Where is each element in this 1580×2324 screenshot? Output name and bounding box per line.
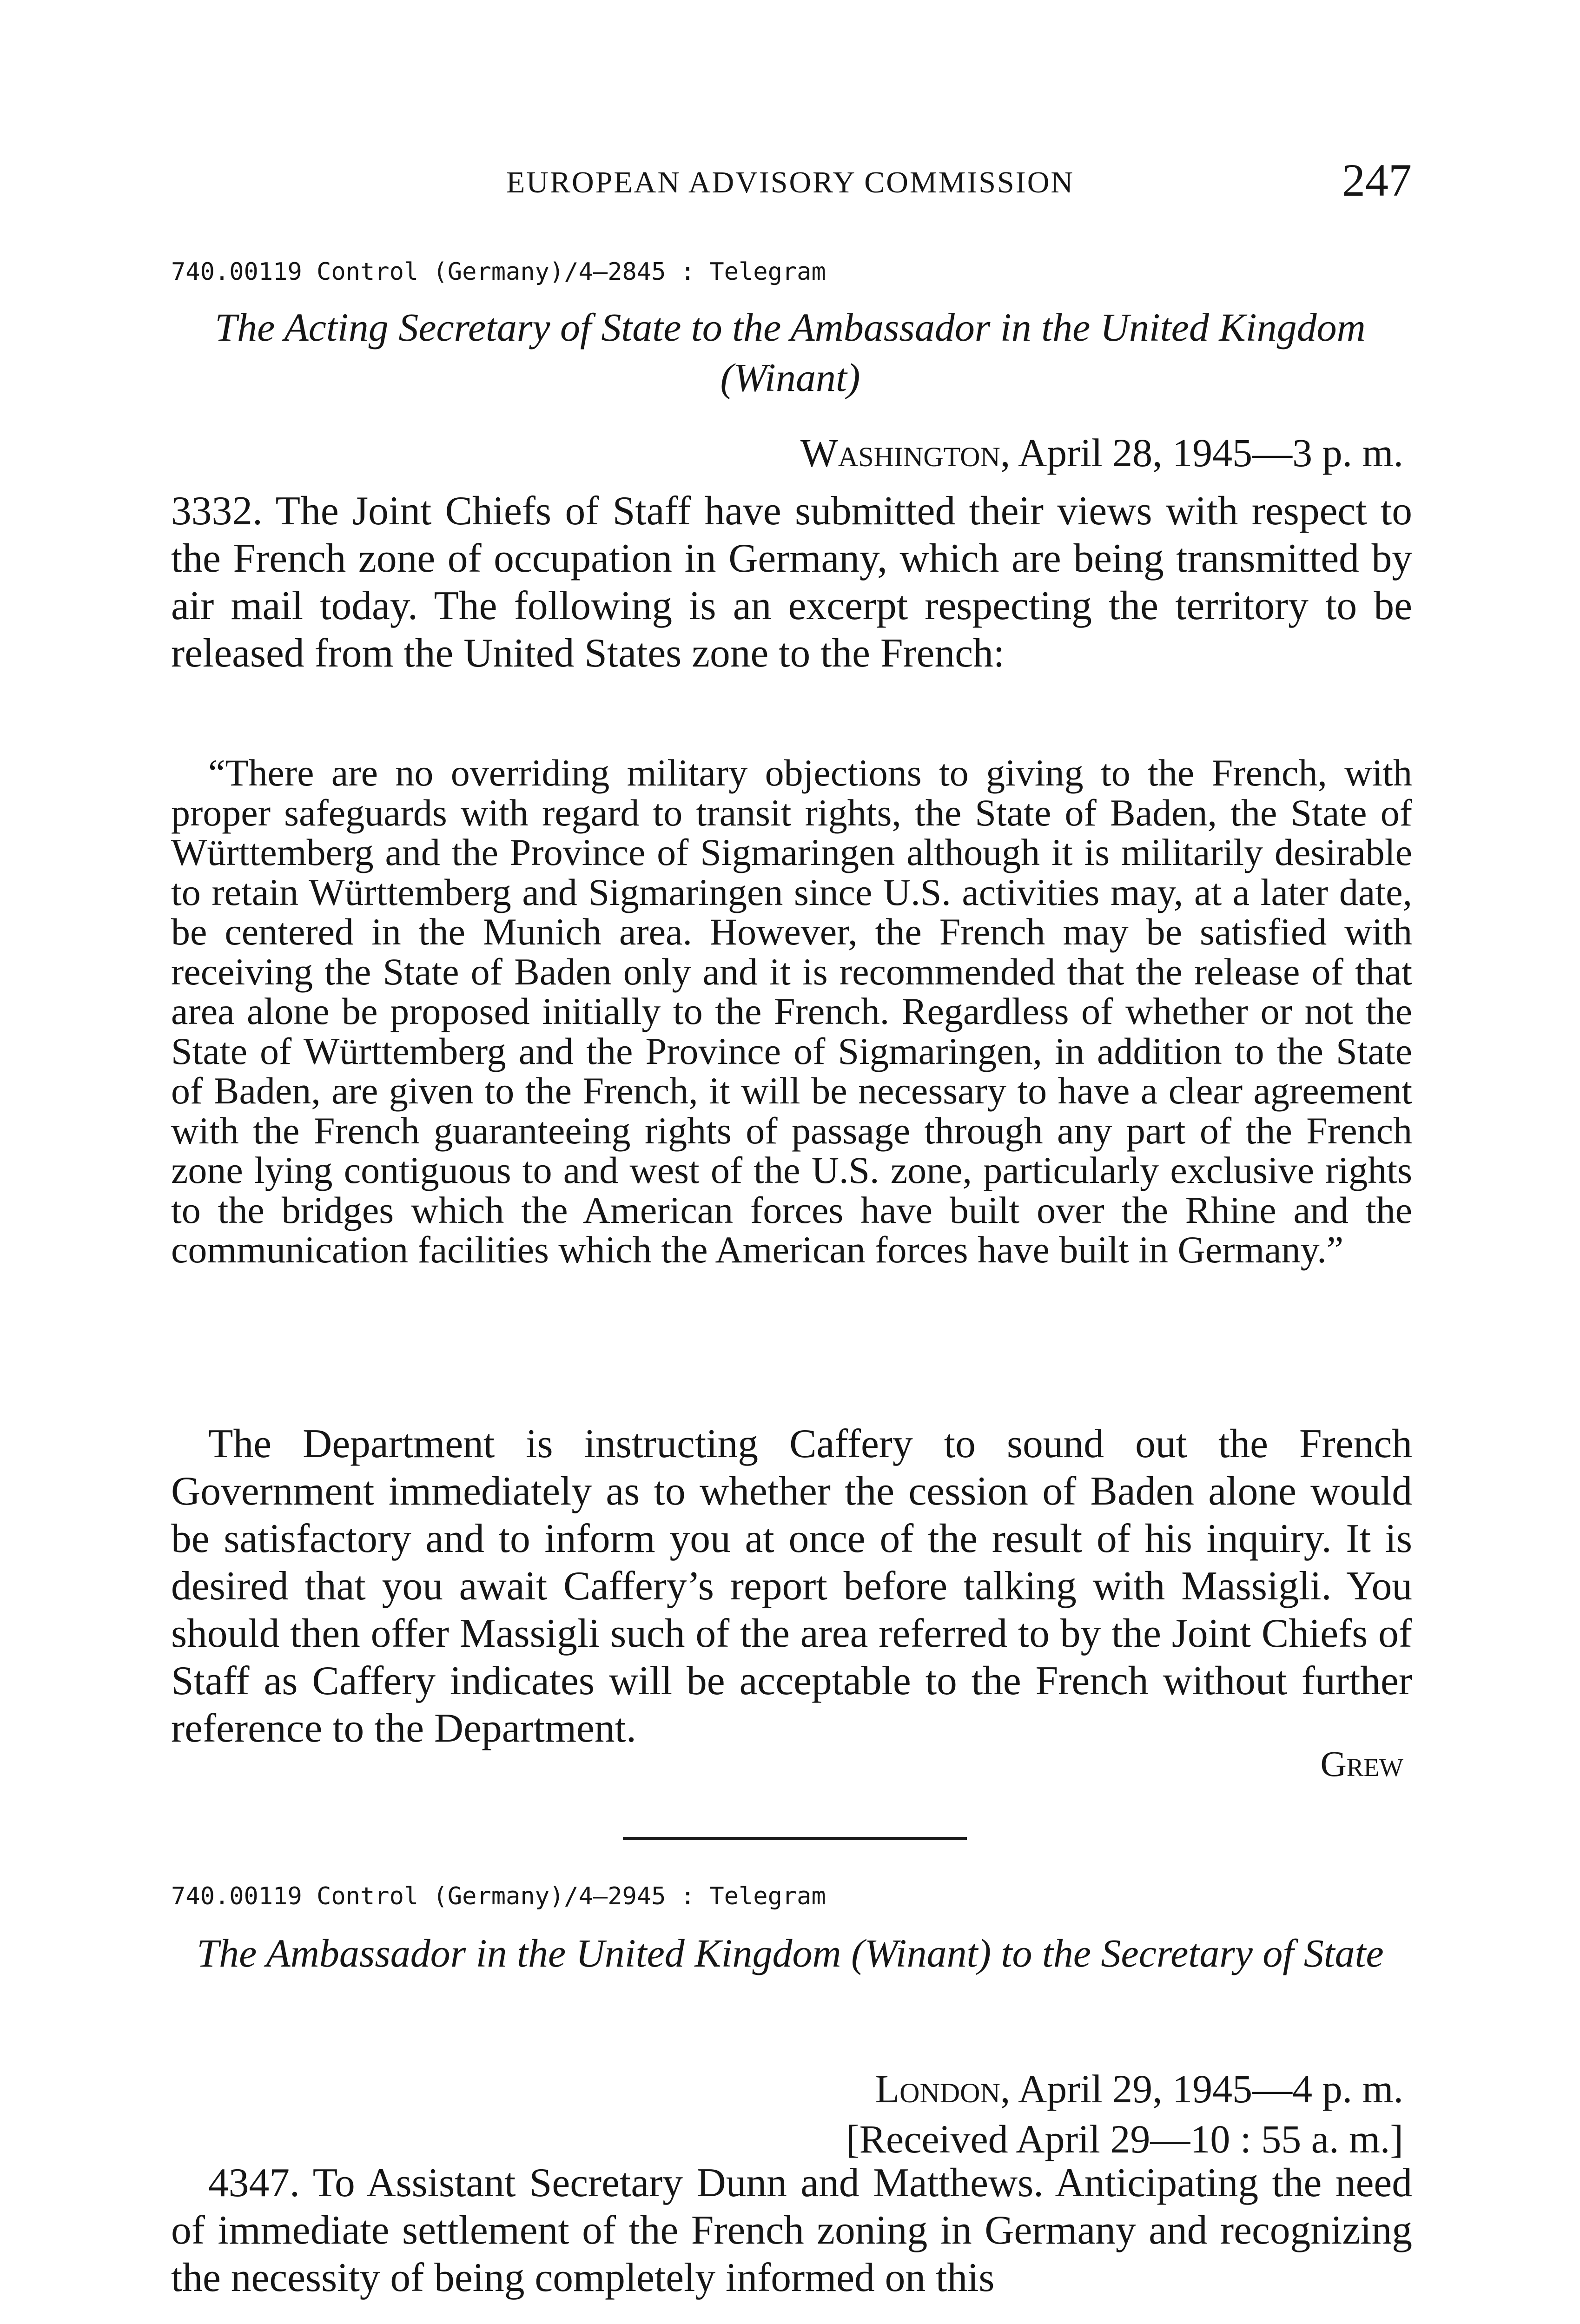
- dateline-place: London: [875, 2067, 1000, 2111]
- document-title: The Ambassador in the United Kingdom (Winant) to the Secretary of State: [197, 1931, 1384, 1975]
- block-quote: “There are no overriding military objections to giving to the French, with proper safeguards with regard to transit rights, the State of Baden, the State of Württemberg and the Province of Sigmaringen although it is militarily desirable to retain Württemberg and Sigmaringen since U.S. activities may, at a later date, be centered in the Munich area. However, the French may be satisfied with receiving the State of Baden only and it is recommended that the release of that area alone be proposed initially to the French. Regardless of whether or not the State of Württemberg and the Province of Sigmaringen, in addition to the State of Baden, are given to the French, it will be necessary to have a clear agreement with the French guaranteeing rights of passage through any part of the French zone lying contiguous to and west of the U.S. zone, particularly exclusive rights to the bridges which the American forces have built over the Rhine and the communication facilities which the American forces have built in Germany.”: [171, 752, 1412, 1271]
- section-divider: [623, 1837, 967, 1840]
- page-number: 247: [1342, 154, 1412, 206]
- received-note: [Received April 29—10 : 55 a. m.]: [846, 2117, 1403, 2161]
- dateline: [800, 428, 1403, 478]
- dateline-date: , April 28, 1945—3 p. m.: [1000, 430, 1403, 475]
- paragraph: 4347. To Assistant Secretary Dunn and Matthews. Anticipating the need of immediate settlement of the French zoning in Germany and recognizing the necessity of being completely informed on this: [171, 2160, 1412, 2300]
- paragraph: 3332. The Joint Chiefs of Staff have submitted their views with respect to the French zone of occupation in Germany, which are being transmitted by air mail today. The following is an excerpt respecting the territory to be released from the United States zone to the French:: [171, 488, 1412, 675]
- signature: Grew: [1320, 1743, 1403, 1784]
- dateline: [846, 2064, 1403, 2164]
- dateline-date: , April 29, 1945—4 p. m.: [1000, 2067, 1403, 2111]
- file-reference: 740.00119 Control (Germany)/4–2945 : Telegram: [171, 1882, 826, 1910]
- running-head: EUROPEAN ADVISORY COMMISSION: [506, 165, 1075, 199]
- file-reference: 740.00119 Control (Germany)/4–2845 : Telegram: [171, 258, 826, 286]
- document-title: The Acting Secretary of State to the Ambassador in the United Kingdom (Winant): [215, 305, 1366, 400]
- dateline-place: Washington: [800, 430, 1000, 475]
- paragraph: The Department is instructing Caffery to sound out the French Government immediately as to whether the cession of Baden alone would be satisfactory and to inform you at once of the result of his inquiry. It is desired that you await Caffery’s report before talking with Massigli. You should then offer Massigli such of the area referred to by the Joint Chiefs of Staff as Caffery indicates will be acceptable to the French without further reference to the Department.: [171, 1421, 1412, 1750]
